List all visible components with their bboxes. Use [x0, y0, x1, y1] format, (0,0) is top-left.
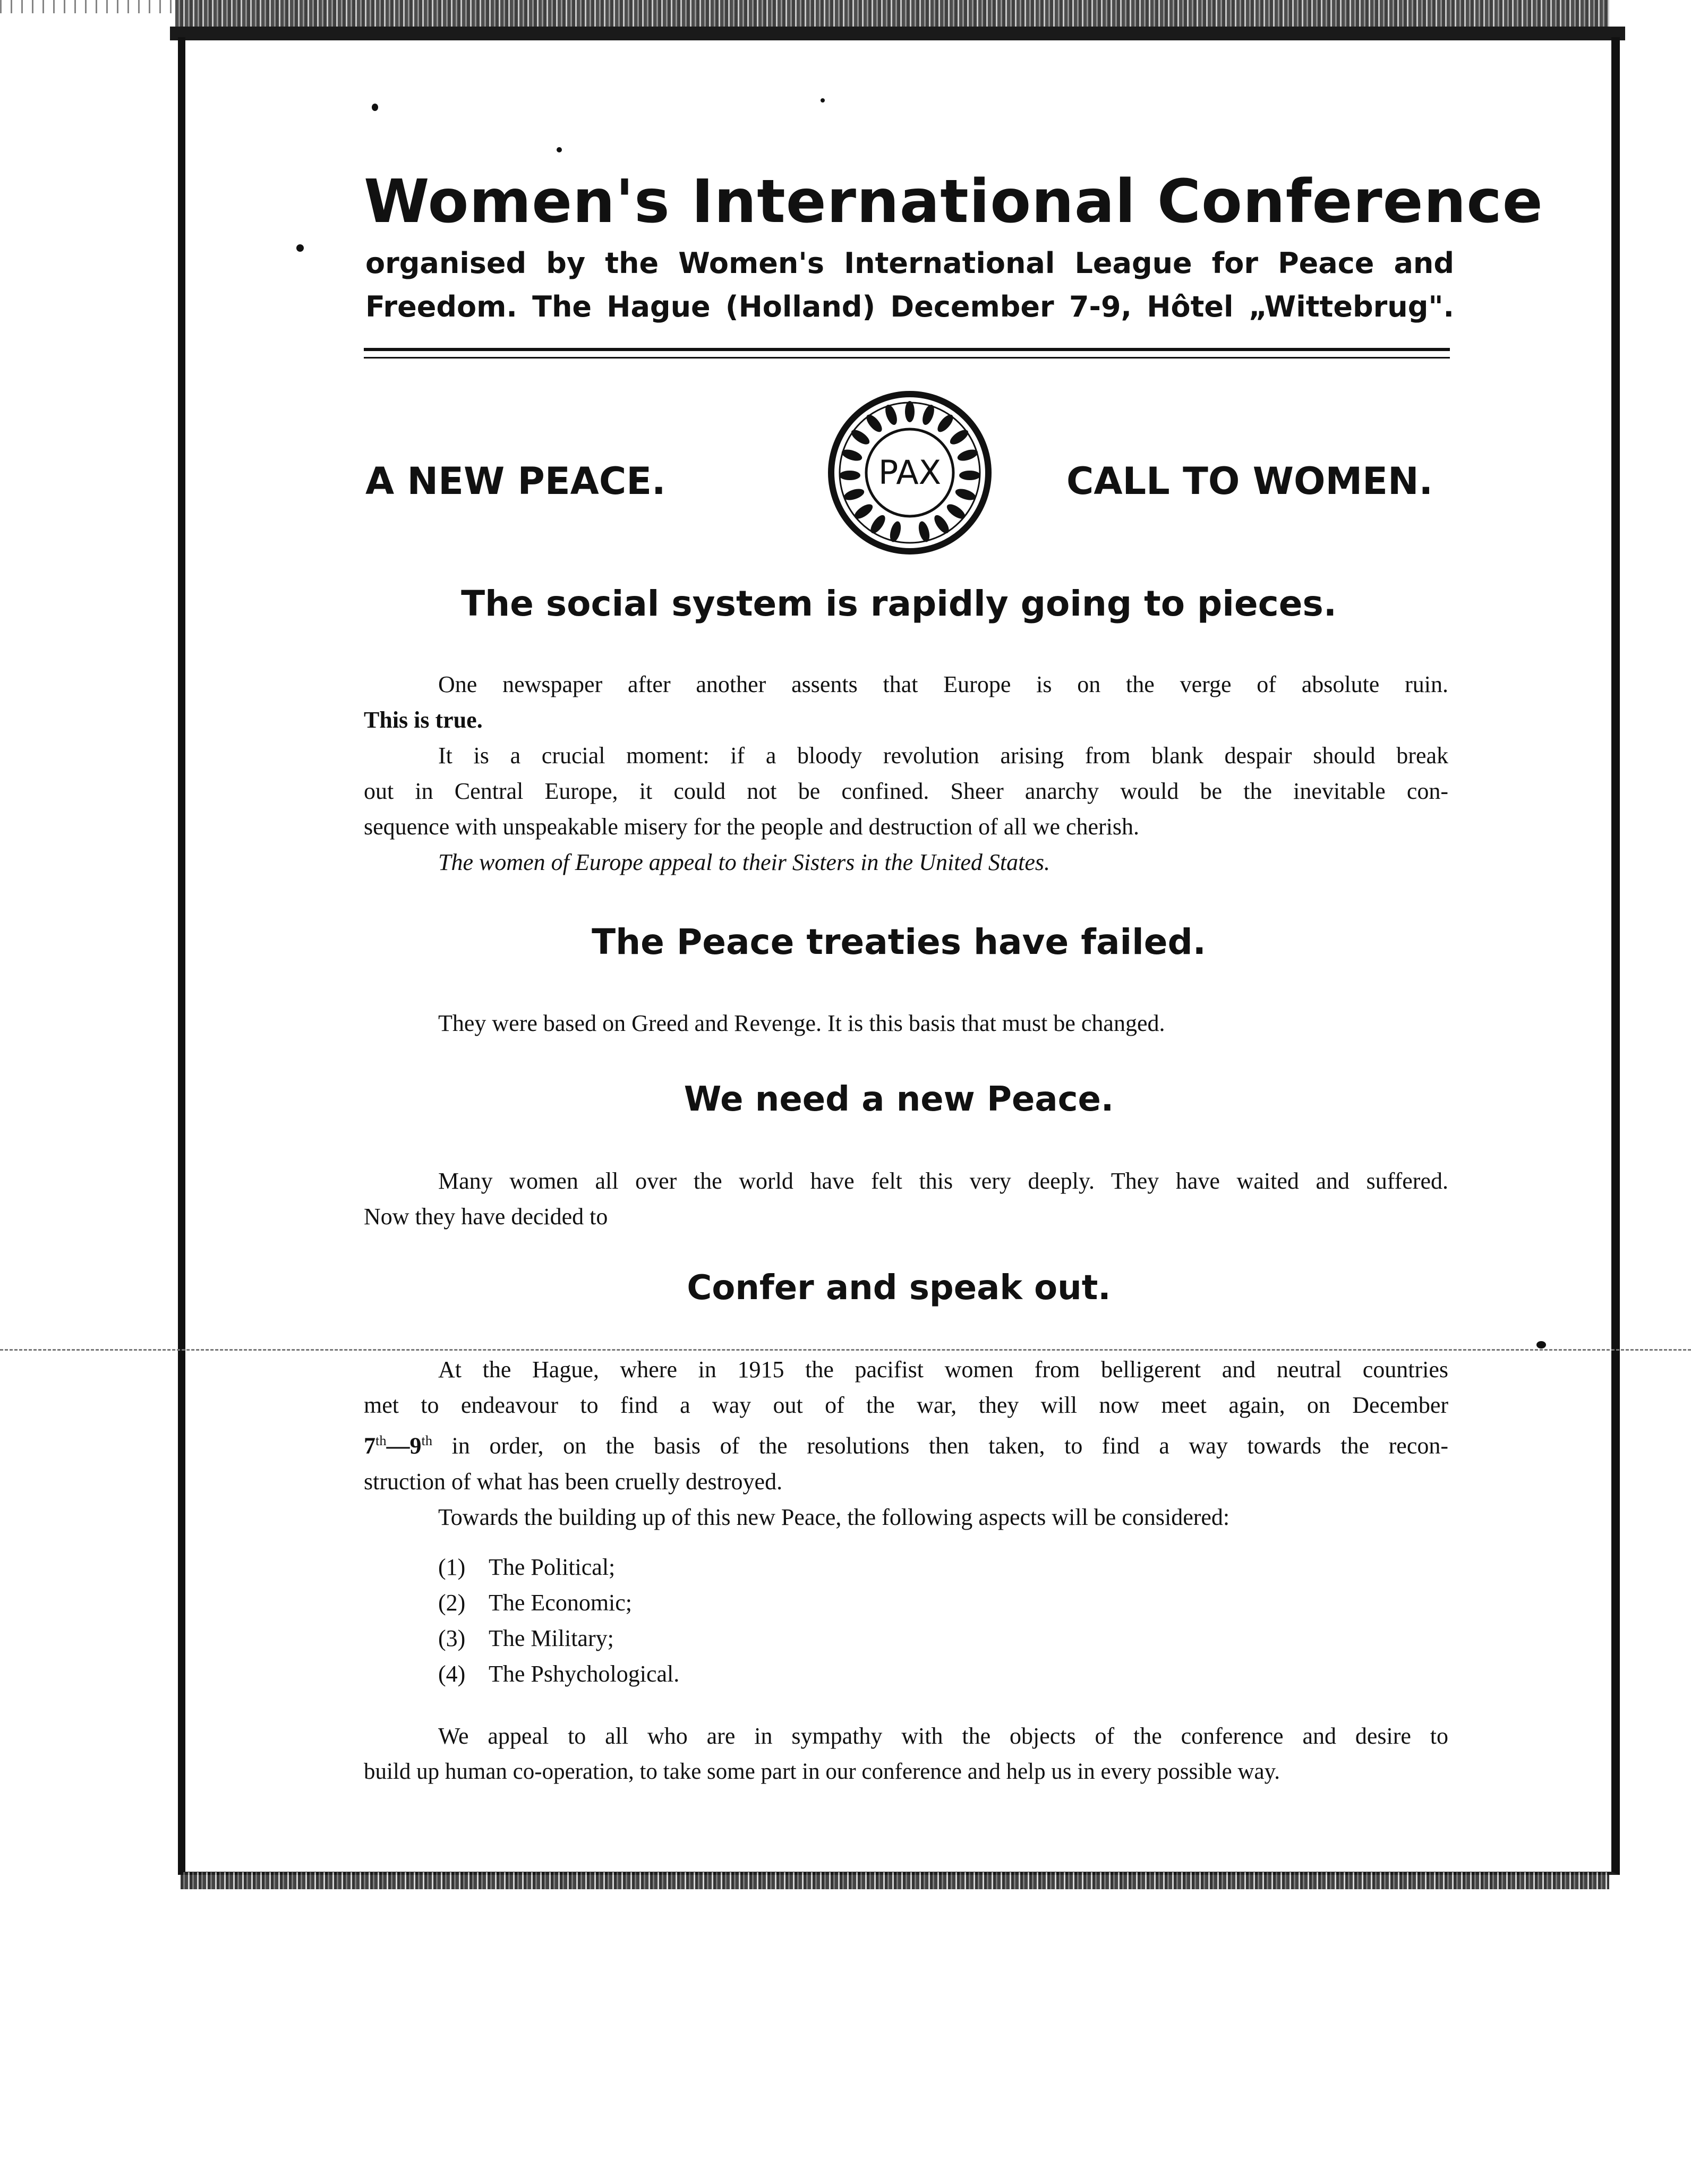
speck: [557, 147, 562, 152]
scan-edge-top-left: [0, 0, 175, 13]
banner-right-heading: CALL TO WOMEN.: [1066, 459, 1433, 503]
ordinal-suffix: th: [421, 1432, 433, 1448]
list-number: (4): [438, 1661, 466, 1687]
list-item: [438, 1554, 615, 1581]
fold-line: [0, 1349, 1691, 1351]
ordinal-suffix: th: [375, 1432, 387, 1448]
text-line: build up human co-operation, to take some part in our conference and help us in every possible way.: [364, 1759, 1280, 1784]
paragraph: [364, 667, 1448, 880]
text-line: out in Central Europe, it could not be confined. Sheer anarchy would be the inevitable con-: [364, 778, 1448, 804]
speck: [1536, 1341, 1546, 1349]
list-text: The Military;: [489, 1625, 614, 1651]
speck: [296, 244, 304, 252]
emblem-text: PAX: [878, 453, 942, 492]
text-line: struction of what has been cruelly destroyed.: [364, 1468, 783, 1495]
page-title: Women's International Conference: [364, 167, 1543, 236]
list-item: [438, 1625, 614, 1652]
list-item: [438, 1589, 632, 1616]
page-subtitle: organised by the Women's International League for Peace and Freedom. The Hague (Holland) December 7-9, Hôtel „Wittebrug".: [365, 246, 1454, 323]
text-run: in order, on the basis of the resolutions then taken, to find a way towards the recon-: [451, 1432, 1449, 1459]
text-line: They were based on Greed and Revenge. It is this basis that must be changed.: [438, 1010, 1165, 1036]
text-line: We appeal to all who are in sympathy with the objects of the conference and desire to: [438, 1723, 1448, 1749]
speck: [372, 104, 378, 111]
paragraph: [364, 1718, 1448, 1789]
section-title: Confer and speak out.: [687, 1268, 1111, 1308]
list-number: (2): [438, 1590, 466, 1616]
list-text: The Pshychological.: [489, 1661, 680, 1687]
section-title: The social system is rapidly going to pieces.: [461, 583, 1337, 624]
scan-edge-top: [175, 0, 1609, 29]
text-line: At the Hague, where in 1915 the pacifist women from belligerent and neutral countries: [438, 1357, 1448, 1383]
text-line: This is true.: [364, 707, 483, 733]
section-title: We need a new Peace.: [684, 1080, 1114, 1119]
double-rule-top: [364, 348, 1450, 351]
double-rule-bottom: [364, 357, 1450, 359]
text-line: The women of Europe appeal to their Sisters in the United States.: [438, 849, 1051, 875]
list-number: (1): [438, 1554, 466, 1580]
text-line: Towards the building up of this new Peace, the following aspects will be considered:: [438, 1504, 1230, 1530]
text-line: It is a crucial moment: if a bloody revolution arising from blank despair should break: [438, 743, 1448, 769]
speck: [821, 98, 825, 103]
banner-left-heading: A NEW PEACE.: [365, 459, 666, 503]
text-line: Many women all over the world have felt this very deeply. They have waited and suffered.: [438, 1168, 1448, 1194]
text-line: sequence with unspeakable misery for the people and destruction of all we cherish.: [364, 814, 1140, 840]
list-item: [438, 1660, 679, 1687]
list-text: The Economic;: [489, 1590, 633, 1616]
section-title: The Peace treaties have failed.: [592, 922, 1206, 962]
date-end: —9: [386, 1432, 422, 1459]
date-start: 7: [364, 1432, 375, 1459]
text-line: met to endeavour to find a way out of the war, they will now meet again, on December: [364, 1392, 1448, 1418]
pax-wreath-emblem: [827, 390, 992, 555]
text-line: One newspaper after another assents that Europe is on the verge of absolute ruin.: [438, 671, 1448, 697]
scan-edge-bottom: [181, 1872, 1609, 1889]
text-line: [364, 1423, 1448, 1464]
paragraph: [364, 1005, 1448, 1041]
list-number: (3): [438, 1625, 466, 1651]
list-text: The Political;: [489, 1554, 616, 1580]
paragraph: [364, 1352, 1448, 1535]
text-line: Now they have decided to: [364, 1204, 608, 1230]
paragraph: [364, 1163, 1448, 1234]
